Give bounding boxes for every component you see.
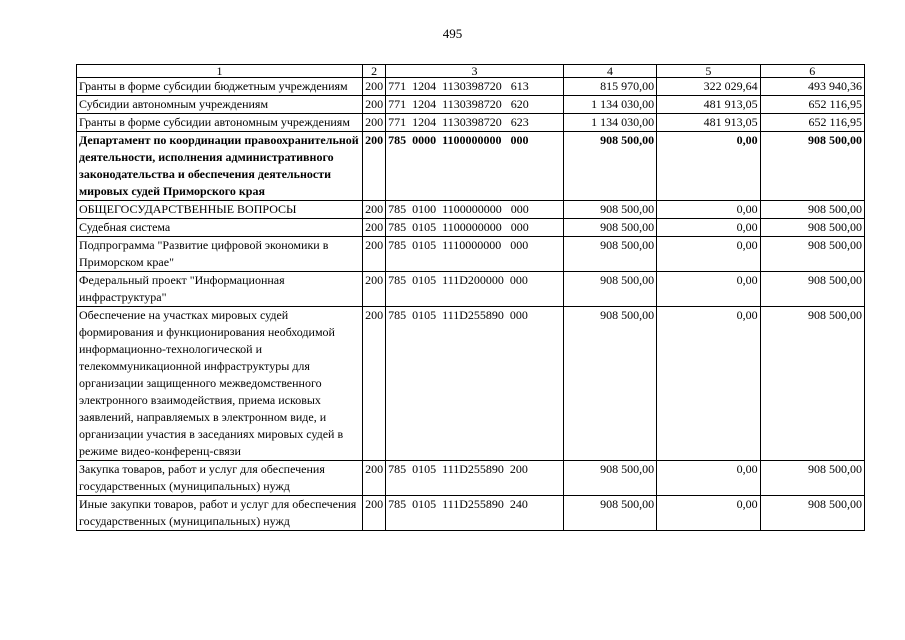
row-executed-cell: 481 913,05 — [657, 114, 760, 132]
row-amount-cell: 1 134 030,00 — [563, 114, 656, 132]
row-level-cell: 200 — [363, 201, 386, 219]
budget-table — [76, 64, 865, 531]
table-header-row — [77, 65, 865, 78]
row-remaining-cell: 652 116,95 — [760, 96, 864, 114]
row-name-cell: Федеральный проект "Информационная инфраструктура" — [77, 272, 363, 307]
row-executed-cell: 481 913,05 — [657, 96, 760, 114]
table-row — [77, 307, 865, 461]
row-level-cell: 200 — [363, 219, 386, 237]
column-header: 5 — [657, 65, 760, 78]
row-code-cell: 771 1204 1130398720 620 — [386, 96, 564, 114]
table-row — [77, 132, 865, 201]
row-code-cell: 785 0105 1100000000 000 — [386, 219, 564, 237]
table-row — [77, 496, 865, 531]
row-remaining-cell: 908 500,00 — [760, 201, 864, 219]
table-row — [77, 201, 865, 219]
row-level-cell: 200 — [363, 114, 386, 132]
row-remaining-cell: 652 116,95 — [760, 114, 864, 132]
row-executed-cell: 0,00 — [657, 496, 760, 531]
row-name-cell: Департамент по координации правоохранительной деятельности, исполнения административного законодательства и обеспечения деятельности мировых судей Приморского края — [77, 132, 363, 201]
row-executed-cell: 0,00 — [657, 237, 760, 272]
row-amount-cell: 908 500,00 — [563, 461, 656, 496]
row-name-cell: Подпрограмма "Развитие цифровой экономики в Приморском крае" — [77, 237, 363, 272]
row-remaining-cell: 908 500,00 — [760, 132, 864, 201]
column-header: 6 — [760, 65, 864, 78]
row-name-cell: Гранты в форме субсидии бюджетным учреждениям — [77, 78, 363, 96]
row-level-cell: 200 — [363, 272, 386, 307]
table-row — [77, 78, 865, 96]
row-level-cell: 200 — [363, 307, 386, 461]
row-level-cell: 200 — [363, 78, 386, 96]
column-header: 2 — [363, 65, 386, 78]
table-row — [77, 461, 865, 496]
row-code-cell: 785 0105 111D255890 200 — [386, 461, 564, 496]
row-remaining-cell: 908 500,00 — [760, 307, 864, 461]
row-executed-cell: 322 029,64 — [657, 78, 760, 96]
row-level-cell: 200 — [363, 132, 386, 201]
row-amount-cell: 908 500,00 — [563, 219, 656, 237]
row-amount-cell: 908 500,00 — [563, 272, 656, 307]
table-row — [77, 219, 865, 237]
row-name-cell: Субсидии автономным учреждениям — [77, 96, 363, 114]
row-level-cell: 200 — [363, 96, 386, 114]
row-level-cell: 200 — [363, 496, 386, 531]
row-name-cell: Судебная система — [77, 219, 363, 237]
row-remaining-cell: 908 500,00 — [760, 219, 864, 237]
table-row — [77, 237, 865, 272]
row-code-cell: 785 0105 1110000000 000 — [386, 237, 564, 272]
row-name-cell: Гранты в форме субсидии автономным учреждениям — [77, 114, 363, 132]
row-executed-cell: 0,00 — [657, 461, 760, 496]
row-executed-cell: 0,00 — [657, 307, 760, 461]
row-amount-cell: 1 134 030,00 — [563, 96, 656, 114]
row-code-cell: 785 0105 111D255890 000 — [386, 307, 564, 461]
row-name-cell: Иные закупки товаров, работ и услуг для обеспечения государственных (муниципальных) нужд — [77, 496, 363, 531]
row-amount-cell: 908 500,00 — [563, 237, 656, 272]
column-header: 1 — [77, 65, 363, 78]
row-code-cell: 771 1204 1130398720 613 — [386, 78, 564, 96]
row-level-cell: 200 — [363, 237, 386, 272]
row-code-cell: 785 0105 111D255890 240 — [386, 496, 564, 531]
row-executed-cell: 0,00 — [657, 219, 760, 237]
row-code-cell: 771 1204 1130398720 623 — [386, 114, 564, 132]
column-header: 4 — [563, 65, 656, 78]
row-executed-cell: 0,00 — [657, 201, 760, 219]
row-remaining-cell: 908 500,00 — [760, 461, 864, 496]
row-name-cell: ОБЩЕГОСУДАРСТВЕННЫЕ ВОПРОСЫ — [77, 201, 363, 219]
row-amount-cell: 908 500,00 — [563, 307, 656, 461]
row-amount-cell: 908 500,00 — [563, 132, 656, 201]
table-row — [77, 114, 865, 132]
row-level-cell: 200 — [363, 461, 386, 496]
row-remaining-cell: 908 500,00 — [760, 496, 864, 531]
row-executed-cell: 0,00 — [657, 132, 760, 201]
row-remaining-cell: 908 500,00 — [760, 237, 864, 272]
row-amount-cell: 815 970,00 — [563, 78, 656, 96]
page-number: 495 — [442, 26, 463, 41]
row-code-cell: 785 0100 1100000000 000 — [386, 201, 564, 219]
table-row — [77, 96, 865, 114]
row-amount-cell: 908 500,00 — [563, 496, 656, 531]
row-amount-cell: 908 500,00 — [563, 201, 656, 219]
row-remaining-cell: 493 940,36 — [760, 78, 864, 96]
column-header: 3 — [386, 65, 564, 78]
row-remaining-cell: 908 500,00 — [760, 272, 864, 307]
row-code-cell: 785 0000 1100000000 000 — [386, 132, 564, 201]
row-name-cell: Обеспечение на участках мировых судей формирования и функционирования необходимой информационно-технологической и телекоммуникационной инфраструктуры для организации защищенного межведомственного электронного взаимодействия, приема исковых заявлений, направляемых в электронном виде, и организации участия в заседаниях мировых судей в режиме видео-конференц-связи — [77, 307, 363, 461]
row-name-cell: Закупка товаров, работ и услуг для обеспечения государственных (муниципальных) нужд — [77, 461, 363, 496]
table-row — [77, 272, 865, 307]
row-code-cell: 785 0105 111D200000 000 — [386, 272, 564, 307]
row-executed-cell: 0,00 — [657, 272, 760, 307]
